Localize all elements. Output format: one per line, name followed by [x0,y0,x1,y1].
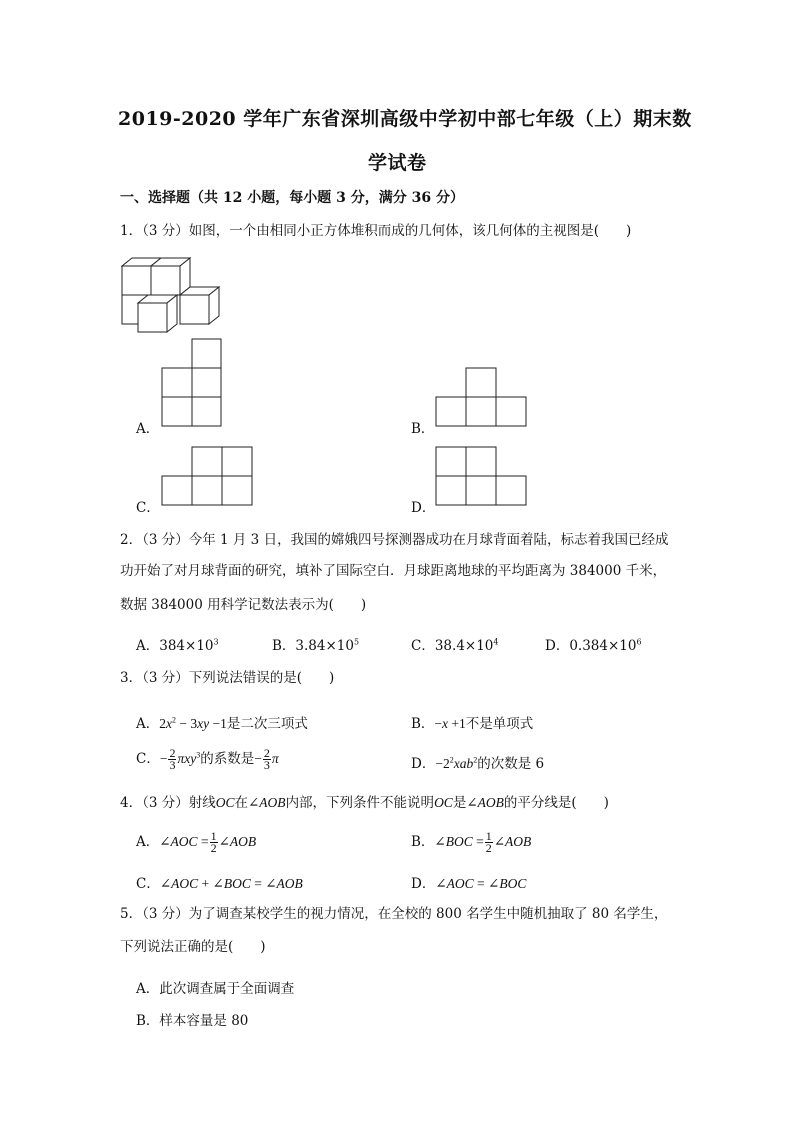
option-a-figure [162,339,222,429]
question-3-option-b: B．−x +1不是单项式 [411,716,534,732]
question-4-option-a: A．∠AOC = $\frac{1}{2}$ ∠AOB [136,829,257,856]
question-2-line1: 2．（3 分）今年 1 月 3 日，我国的嫦娥四号探测器成功在月球背面着陆，标志着我国已经成 [120,532,669,548]
exam-title-line1: 2019-2020 学年广东省深圳高级中学初中部七年级（上）期末数 [118,108,692,130]
question-3-option-a: A．$2x^2 - 3xy -1$是二次三项式 [136,715,308,732]
question-4-option-d: D．∠AOC = ∠BOC [411,876,527,892]
question-5-option-b: B．样本容量是 80 [136,1013,249,1029]
question-3-option-d: D．$-2^2xab^2$的次数是 6 [411,755,545,772]
question-1-cube-figure [118,254,218,334]
question-4-option-b: B．∠BOC = $\frac{1}{2}$ ∠AOB [411,829,532,856]
option-b-label: B． [411,421,435,437]
question-4-option-c: C．∠AOC + ∠BOC = ∠AOB [136,876,303,892]
exam-title-line2: 学试卷 [368,152,427,174]
question-2-line2: 功开始了对月球背面的研究，填补了国际空白．月球距离地球的平均距离为 384000 千米， [120,563,667,579]
question-3-stem: 3．（3 分）下列说法错误的是( ) [120,670,335,686]
option-c-label: C． [136,500,160,516]
question-2-option-a: A．$384\times 10^3$ [136,637,219,654]
question-2-line3: 数据 384000 用科学记数法表示为( ) [120,597,367,613]
question-1-stem: 1．（3 分）如图，一个由相同小正方体堆积而成的几何体，该几何体的主视图是( ) [120,223,632,239]
question-2-option-b: B．$3.84\times 10^5$ [272,637,360,654]
section-heading: 一、选择题（共 12 小题，每小题 3 分，满分 36 分） [120,190,464,206]
question-5-option-a: A．此次调查属于全面调查 [136,981,295,997]
option-a-label: A． [136,421,160,437]
question-5-line2: 下列说法正确的是( ) [120,939,266,955]
question-5-line1: 5．（3 分）为了调查某校学生的视力情况，在全校的 800 名学生中随机抽取了 80 名学生， [120,906,668,922]
question-2-option-c: C．$38.4\times 10^4$ [411,637,499,654]
question-4-stem: 4．（3 分）射线OC在∠AOB内部，下列条件不能说明OC是∠AOB的平分线是( ) [120,795,609,811]
question-3-option-c: C．− $\frac{2}{3}$ πxy$^3$的系数是− $\frac{2}{3}$ π [136,746,279,773]
option-d-figure [436,447,527,507]
option-b-figure [436,368,527,428]
option-d-label: D． [411,500,436,516]
question-2-option-d: D．$0.384\times 10^6$ [545,637,642,654]
option-c-figure [162,447,253,507]
